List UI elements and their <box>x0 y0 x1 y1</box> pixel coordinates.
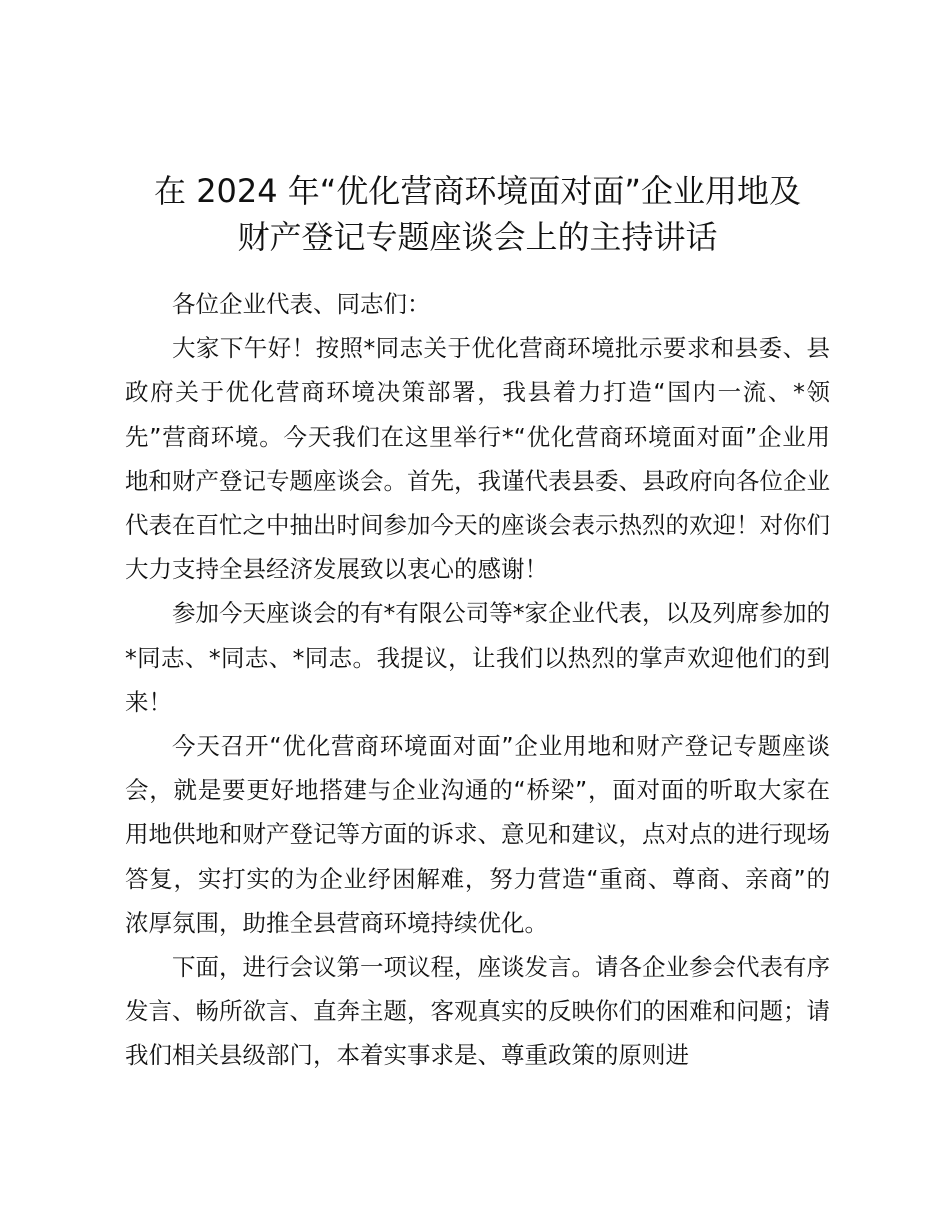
document-title <box>120 168 835 260</box>
title-line-2: 财产登记专题座谈会上的主持讲话 <box>237 218 718 256</box>
salutation: 各位企业代表、同志们： <box>172 290 431 318</box>
paragraph-2: 参加今天座谈会的有*有限公司等*家企业代表，以及列席参加的*同志、*同志、*同志。我提议，让我们以热烈的掌声欢迎他们的到来！ <box>125 599 830 716</box>
document-body <box>125 282 830 1078</box>
paragraph-4: 下面，进行会议第一项议程，座谈发言。请各企业参会代表有序发言、畅所欲言、直奔主题，客观真实的反映你们的困难和问题；请我们相关县级部门，本着实事求是、尊重政策的原则进 <box>125 953 830 1070</box>
paragraph-3: 今天召开“优化营商环境面对面”企业用地和财产登记专题座谈会，就是要更好地搭建与企业沟通的“桥梁”，面对面的听取大家在用地供地和财产登记等方面的诉求、意见和建议，点对点的进行现场答复，实打实的为企业纾困解难，努力营造“重商、尊商、亲商”的浓厚氛围，助推全县营商环境持续优化。 <box>125 732 830 937</box>
paragraph-1: 大家下午好！按照*同志关于优化营商环境批示要求和县委、县政府关于优化营商环境决策部署，我县着力打造“国内一流、*领先”营商环境。今天我们在这里举行*“优化营商环境面对面”企业用地和财产登记专题座谈会。首先，我谨代表县委、县政府向各位企业代表在百忙之中抽出时间参加今天的座谈会表示热烈的欢迎！对你们大力支持全县经济发展致以衷心的感谢！ <box>125 334 830 584</box>
title-line-1: 在 2024 年“优化营商环境面对面”企业用地及 <box>154 172 801 210</box>
